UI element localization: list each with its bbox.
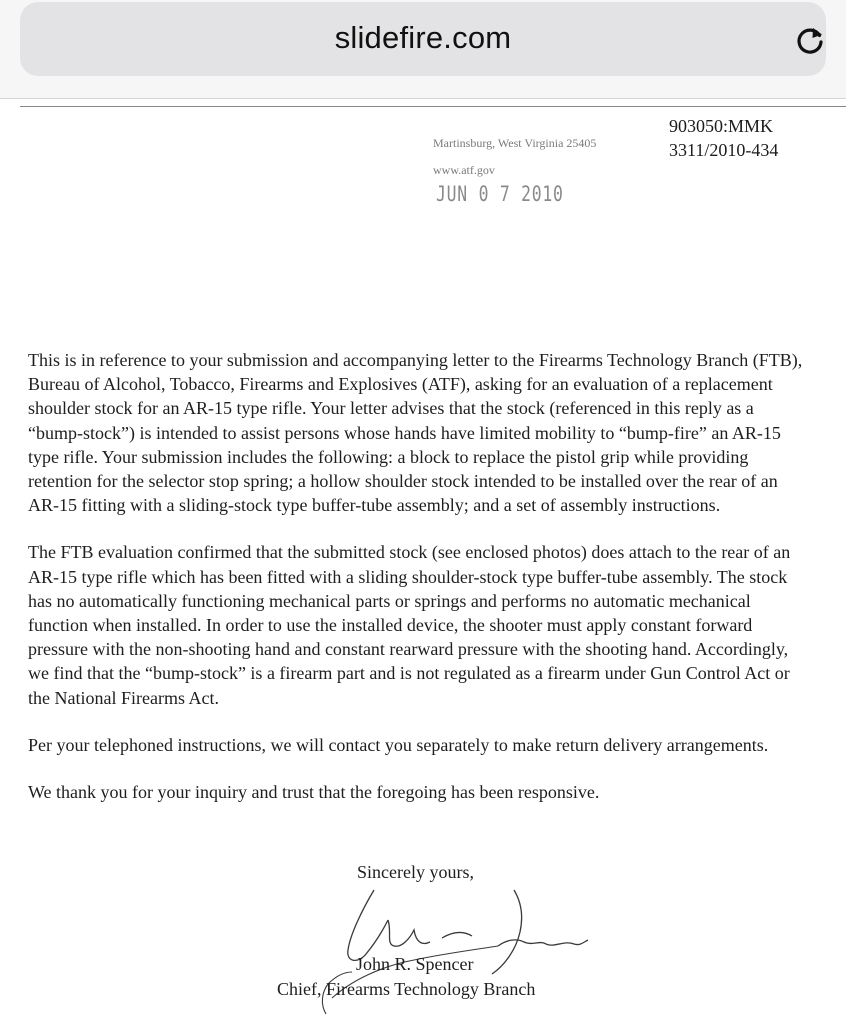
paragraph-4: We thank you for your inquiry and trust that the foregoing has been responsive.: [28, 782, 600, 803]
date-stamp: JUN 0 7 2010: [436, 182, 564, 206]
letter-body: [28, 348, 808, 827]
atf-address: Martinsburg, West Virginia 25405: [433, 136, 597, 150]
closing: Sincerely yours,: [357, 862, 474, 882]
browser-toolbar: [0, 0, 846, 99]
signer-name: John R. Spencer: [356, 954, 474, 974]
url-text[interactable]: slidefire.com: [334, 20, 512, 55]
page-divider: [20, 106, 846, 107]
paragraph-2: The FTB evaluation confirmed that the submitted stock (see enclosed photos) does attach to the rear of an AR-15 type rifle which has been fitted with a sliding shoulder-stock type buffer-tube assembly. The stock has no automatically functioning mechanical parts or springs and performs no automatic mechanical function when installed. In order to use the installed device, the shooter must apply constant forward pressure with the non-shooting hand and constant rearward pressure with the shooting hand. Accordingly, we find that the “bump-stock” is a firearm part and is not regulated as a firearm under Gun Control Act or the National Firearms Act.: [28, 542, 791, 708]
reload-icon[interactable]: [792, 24, 828, 60]
atf-website: www.atf.gov: [433, 163, 495, 177]
address-bar[interactable]: [20, 2, 826, 76]
reference-number: 903050:MMK: [669, 116, 774, 136]
paragraph-1: This is in reference to your submission and accompanying letter to the Firearms Technology Branch (FTB), Bureau of Alcohol, Tobacco, Firearms and Explosives (ATF), asking for an evaluation of a replacement shoulder stock for an AR-15 type rifle. Your letter advises that the stock (referenced in this reply as a “bump-stock”) is intended to assist persons whose hands have limited mobility to “bump-fire” an AR-15 type rifle. Your submission includes the following: a block to replace the pistol grip while providing retention for the selector stop spring; a hollow shoulder stock intended to be installed over the rear of an AR-15 fitting with a sliding-stock type buffer-tube assembly; and a set of assembly instructions.: [28, 350, 803, 516]
paragraph-3: Per your telephoned instructions, we will contact you separately to make return delivery arrangements.: [28, 734, 769, 755]
case-number: 3311/2010-434: [669, 140, 779, 160]
signer-title: Chief, Firearms Technology Branch: [277, 979, 536, 999]
